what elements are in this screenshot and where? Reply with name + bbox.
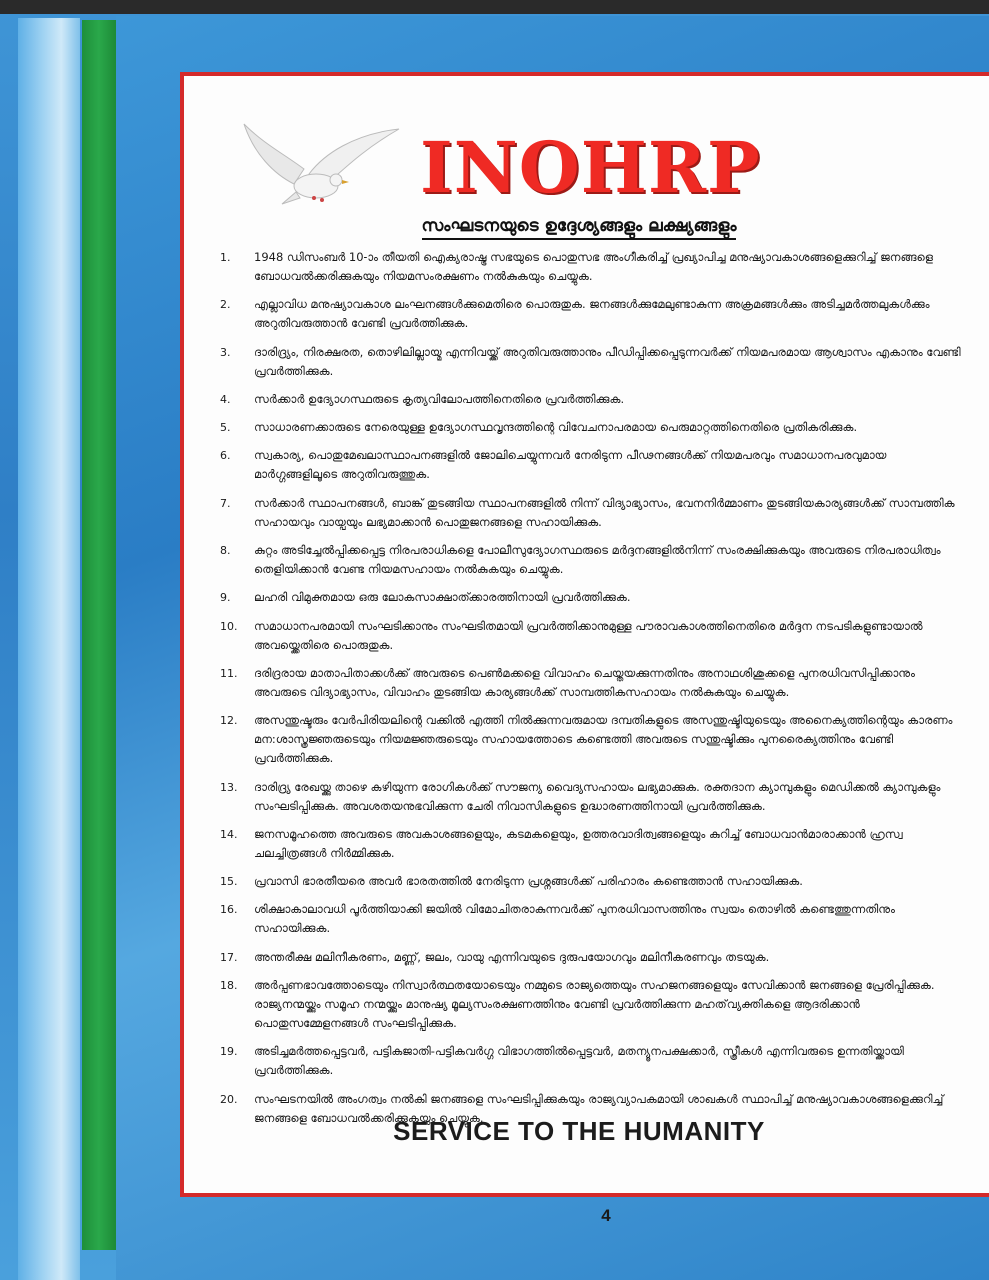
- brand-title: INOHRP: [420, 126, 761, 209]
- list-item: [220, 390, 968, 409]
- item-number: 5.: [220, 421, 231, 435]
- page-number: 4: [601, 1206, 611, 1225]
- list-item: [220, 343, 968, 381]
- item-text: ജനസമൂഹത്തെ അവരുടെ അവകാശങ്ങളെയും, കടമകളെയും, ഉത്തരവാദിത്വങ്ങളെയും കുറിച്ച് ബോധവാൻമാരാക്കാൻ ഹ്രസ്വ ചലച്ചിത്രങ്ങൾ നിർമ്മിക്കുക.: [254, 826, 903, 860]
- item-text: അന്തരീക്ഷ മലിനീകരണം, മണ്ണ്, ജലം, വായു എന്നിവയുടെ ദുരുപയോഗവും മലിനീകരണവും തടയുക.: [254, 949, 770, 964]
- item-text: സമാധാനപരമായി സംഘടിക്കാനും സംഘടിതമായി പ്രവർത്തിക്കാനുമുള്ള പൗരാവകാശത്തിനെതിരെ മർദ്ദന നടപടികളുണ്ടായാൽ അവയ്ക്കെതിരെ പൊരുതുക.: [254, 618, 923, 652]
- list-item: [220, 295, 968, 333]
- list-item: [220, 617, 968, 655]
- item-number: 3.: [220, 345, 231, 359]
- item-number: 2.: [220, 298, 231, 312]
- list-item: [220, 711, 968, 768]
- list-item: [220, 248, 968, 286]
- top-edge: [0, 0, 989, 14]
- item-text: അർപ്പണഭാവത്തോടെയും നിസ്വാർത്ഥതയോടെയും നമ്മുടെ രാജ്യത്തെയും സഹജനങ്ങളെയും സേവിക്കാൻ ജനങ്ങളെ പ്രേരിപ്പിക്കുക. രാജ്യനന്മയ്ക്കും സമൂഹ നന്മയ്ക്കും മാനുഷ്യ മൂല്യസംരക്ഷണത്തിനും വേണ്ടി പ്രവർത്തിക്കുന്ന മഹത്‌വ്യക്തികളെ ആദരിക്കാൻ പൊതുസമ്മേളനങ്ങൾ സംഘടിപ്പിക്കുക.: [254, 978, 935, 1031]
- item-text: സാധാരണക്കാരുടെ നേരെയുള്ള ഉദ്യോഗസ്ഥവൃന്ദത്തിന്റെ വിവേചനാപരമായ പെരുമാറ്റത്തിനെതിരെ പ്രതികരിക്കുക.: [254, 420, 858, 435]
- item-text: സംഘടനയിൽ അംഗത്വം നൽകി ജനങ്ങളെ സംഘടിപ്പിക്കുകയും രാജ്യവ്യാപകമായി ശാഖകൾ സ്ഥാപിച്ച് മനുഷ്യാവകാശങ്ങളെക്കുറിച്ച് ജനങ്ങളെ ബോധവൽക്കരിക്കുകയും ചെയ്യുക.: [254, 1091, 944, 1125]
- item-number: 10.: [220, 619, 238, 633]
- dove-icon: [234, 114, 404, 224]
- list-item: [220, 588, 968, 607]
- item-text: സ്വകാര്യ, പൊതുമേഖലാസ്ഥാപനങ്ങളിൽ ജോലിചെയ്യുന്നവർ നേരിടുന്ന പീഢനങ്ങൾക്ക് നിയമപരവും സമാധാനപരവുമായ മാർഗ്ഗങ്ങളിലൂടെ അറുതിവരുത്തുക.: [254, 448, 887, 482]
- item-text: അസന്തുഷ്ടരും വേർപിരിയലിന്റെ വക്കിൽ എത്തി നിൽക്കുന്നവരുമായ ദമ്പതികളുടെ അസന്തുഷ്ടിയുടെയും അനൈക്യത്തിന്റെയും കാരണം മന:ശാസ്ത്രജ്ഞരുടെയും നിയമജ്ഞരുടെയും സഹായത്തോടെ കണ്ടെത്തി അവരുടെ സന്തുഷ്ടിക്കും പുനരൈക്യത്തിനും വേണ്ടി പ്രവർത്തിക്കുക.: [254, 713, 953, 766]
- item-number: 18.: [220, 979, 238, 993]
- item-text: ശിക്ഷാകാലാവധി പൂർത്തിയാക്കി ജയിൽ വിമോചിതരാകുന്നവർക്ക് പുനരധിവാസത്തിനും സ്വയം തൊഴിൽ കണ്ടെത്തുന്നതിനും സഹായിക്കുക.: [254, 902, 895, 936]
- list-item: [220, 872, 968, 891]
- list-item: [220, 778, 968, 816]
- list-item: [220, 494, 968, 532]
- item-number: 9.: [220, 591, 231, 605]
- item-number: 17.: [220, 950, 238, 964]
- item-number: 1.: [220, 251, 231, 264]
- list-item: [220, 825, 968, 863]
- item-number: 14.: [220, 827, 238, 841]
- heading-text: സംഘടനയുടെ ഉദ്ദേശ്യങ്ങളും ലക്ഷ്യങ്ങളും: [422, 216, 737, 240]
- item-number: 12.: [220, 714, 238, 728]
- binding-strip-light: [18, 18, 80, 1280]
- list-item: [220, 664, 968, 702]
- list-item: [220, 1042, 968, 1080]
- page-heading: [184, 216, 974, 236]
- list-item: [220, 976, 968, 1033]
- item-text: ലഹരി വിമുക്തമായ ഒരു ലോകസാക്ഷാത്ക്കാരത്തിനായി പ്രവർത്തിക്കുക.: [254, 590, 631, 605]
- item-text: എല്ലാവിധ മനുഷ്യാവകാശ ലംഘനങ്ങൾക്കുമെതിരെ പൊരുതുക. ജനങ്ങൾക്കുമേലുണ്ടാകുന്ന അക്രമങ്ങൾക്കും അടിച്ചമർത്തലുകൾക്കും അറുതിവരുത്താൻ വേണ്ടി പ്രവർത്തിക്കുക.: [254, 297, 930, 331]
- objectives-list: [220, 248, 968, 1137]
- item-number: 8.: [220, 544, 231, 558]
- item-number: 13.: [220, 780, 238, 794]
- item-number: 11.: [220, 666, 238, 680]
- item-text: ദാരിദ്ര്യ രേഖയ്ക്കു താഴെ കഴിയുന്ന രോഗികൾക്ക് സൗജന്യ വൈദ്യസഹായം ലഭ്യമാക്കുക. രക്തദാന ക്യാമ്പുകളും മെഡിക്കൽ ക്യാമ്പുകളും സംഘടിപ്പിക്കുക. അവശതയനുഭവിക്കുന്ന ചേരി നിവാസികളുടെ ഉദ്ധാരണത്തിനായി പ്രവർത്തിക്കുക.: [254, 779, 941, 813]
- item-number: 4.: [220, 392, 231, 406]
- item-number: 15.: [220, 875, 238, 889]
- item-text: ദാരിദ്ര്യം, നിരക്ഷരത, തൊഴിലില്ലായ്മ എന്നിവയ്ക്ക് അറുതിവരുത്താനും പീഡിപ്പിക്കപ്പെടുന്നവർക്ക് നിയമപരമായ ആശ്വാസം എകാനും വേണ്ടി പ്രവർത്തിക്കുക.: [254, 344, 961, 378]
- item-text: സർക്കാർ ഉദ്യോഗസ്ഥരുടെ കൃത്യവിലോപത്തിനെതിരെ പ്രവർത്തിക്കുക.: [254, 391, 625, 406]
- footer-slogan: SERVICE TO THE HUMANITY: [393, 1116, 765, 1146]
- item-text: അടിച്ചമർത്തപ്പെട്ടവർ, പട്ടികജാതി-പട്ടികവർഗ്ഗ വിഭാഗത്തിൽപ്പെട്ടവർ, മതന്യൂനപക്ഷക്കാർ, സ്ത്രീകൾ എന്നിവരുടെ ഉന്നതിയ്ക്കായി പ്രവർത്തിക്കുക.: [254, 1044, 904, 1078]
- list-item: [220, 541, 968, 579]
- item-text: ദരിദ്രരായ മാതാപിതാക്കൾക്ക് അവരുടെ പെൺമക്കളെ വിവാഹം ചെയ്തയക്കുന്നതിനും അനാഥശിശുക്കളെ പുനരധിവസിപ്പിക്കാനും അവരുടെ വിദ്യാഭ്യാസം, വിവാഹം തുടങ്ങിയ കാര്യങ്ങൾക്ക് സാമ്പത്തികസഹായം നൽകുകയും ചെയ്യുക.: [254, 665, 915, 699]
- item-number: 20.: [220, 1092, 238, 1106]
- binding-strip-green: [82, 20, 116, 1250]
- item-text: പ്രവാസി ഭാരതീയരെ അവർ ഭാരതത്തിൽ നേരിടുന്ന പ്രശ്നങ്ങൾക്ക് പരിഹാരം കണ്ടെത്താൻ സഹായിക്കുക.: [254, 874, 803, 889]
- item-text: സർക്കാർ സ്ഥാപനങ്ങൾ, ബാങ്ക് തുടങ്ങിയ സ്ഥാപനങ്ങളിൽ നിന്ന് വിദ്യാഭ്യാസം, ഭവനനിർമ്മാണം തുടങ്ങിയകാര്യങ്ങൾക്ക് സാമ്പത്തിക സഹായവും വായ്പയും ലഭ്യമാക്കാൻ പൊതുജനങ്ങളെ സഹായിക്കുക.: [254, 495, 955, 529]
- item-number: 16.: [220, 903, 238, 917]
- list-item: [220, 948, 968, 967]
- list-item: [220, 418, 968, 437]
- item-text: 1948 ഡിസംബർ 10-ാം തീയതി ഐക്യരാഷ്ട്ര സഭയുടെ പൊതുസഭ അംഗീകരിച്ച് പ്രഖ്യാപിച്ച മനുഷ്യാവകാശങ്ങളെക്കുറിച്ച് ജനങ്ങളെ ബോധവൽക്കരിക്കുകയും നിയമസംരക്ഷണം നൽകുകയും ചെയ്യുക.: [254, 250, 933, 283]
- item-number: 6.: [220, 449, 231, 463]
- item-number: 7.: [220, 496, 231, 510]
- document-page: [180, 72, 989, 1197]
- item-number: 19.: [220, 1045, 238, 1059]
- list-item: [220, 446, 968, 484]
- item-text: കുറ്റം അടിച്ചേൽപ്പിക്കപ്പെട്ട നിരപരാധികളെ പോലീസുദ്യോഗസ്ഥരുടെ മർദ്ദനങ്ങളിൽനിന്ന് സംരക്ഷിക്കുകയും അവരുടെ നിരപരാധിത്വം തെളിയിക്കാൻ വേണ്ട നിയമസഹായം നൽകുകയും ചെയ്യുക.: [254, 543, 941, 577]
- list-item: [220, 900, 968, 938]
